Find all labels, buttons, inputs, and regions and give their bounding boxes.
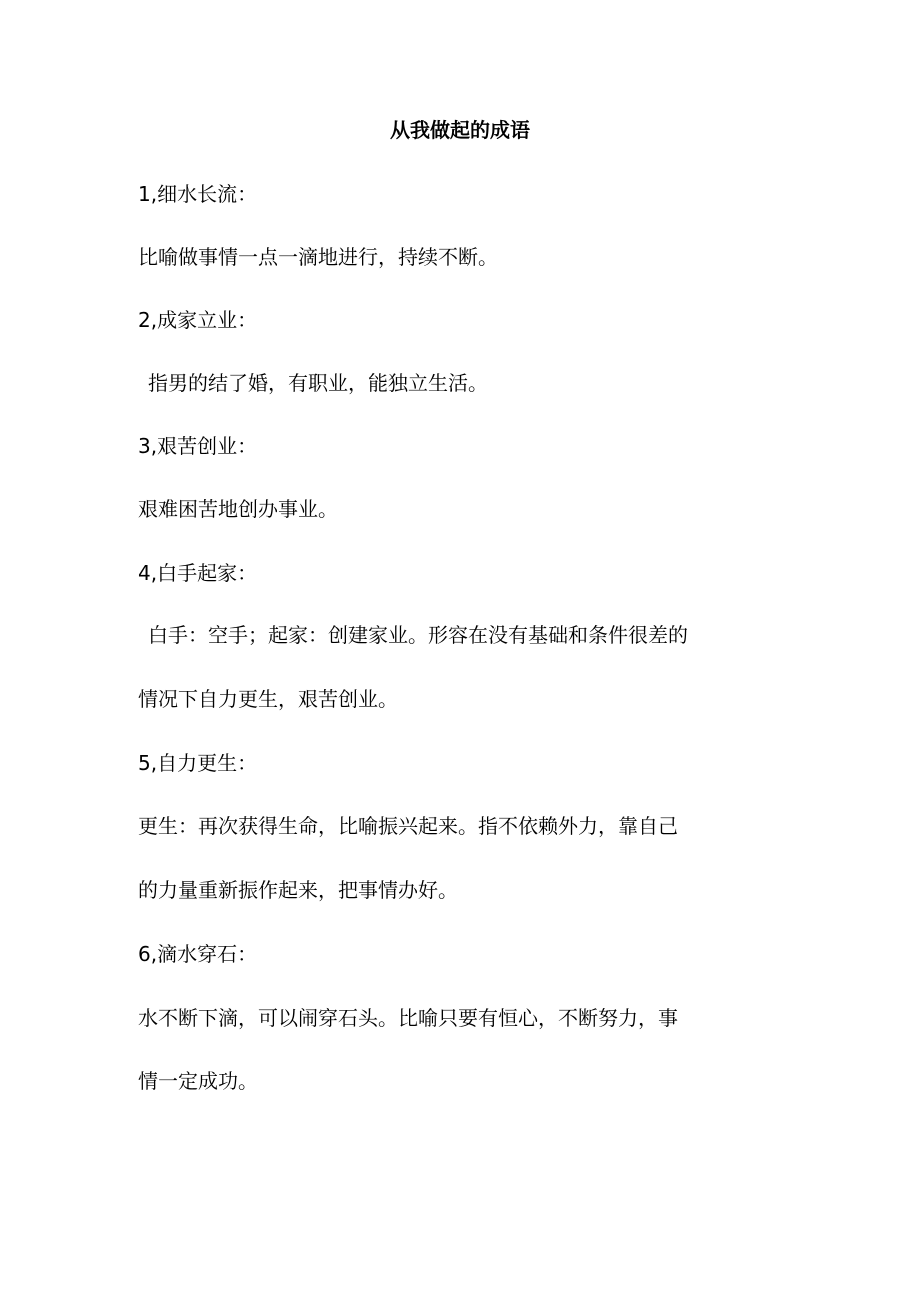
- idiom-definition-5-line-1: 更生：再次获得生命，比喻振兴起来。指不依赖外力，靠自己: [138, 814, 678, 838]
- idiom-definition-6-line-2: 情一定成功。: [138, 1069, 258, 1093]
- idiom-heading-3: 3,艰苦创业：: [138, 434, 258, 458]
- idiom-definition-1: 比喻做事情一点一滴地进行，持续不断。: [138, 245, 498, 269]
- idiom-heading-4: 4,白手起家：: [138, 561, 258, 585]
- page-title: 从我做起的成语: [390, 118, 530, 142]
- idiom-definition-2: 指男的结了婚，有职业，能独立生活。: [148, 371, 488, 395]
- idiom-definition-3: 艰难困苦地创办事业。: [138, 497, 338, 521]
- idiom-definition-5-line-2: 的力量重新振作起来，把事情办好。: [138, 878, 458, 902]
- idiom-heading-2: 2,成家立业：: [138, 308, 258, 332]
- idiom-definition-6-line-1: 水不断下滴，可以闹穿石头。比喻只要有恒心，不断努力，事: [138, 1006, 678, 1030]
- idiom-definition-4-line-1: 白手：空手；起家：创建家业。形容在没有基础和条件很差的: [148, 623, 688, 647]
- idiom-heading-1: 1,细水长流：: [138, 182, 258, 206]
- idiom-heading-5: 5,自力更生：: [138, 751, 258, 775]
- idiom-heading-6: 6,滴水穿石：: [138, 942, 258, 966]
- idiom-definition-4-line-2: 情况下自力更生，艰苦创业。: [138, 687, 398, 711]
